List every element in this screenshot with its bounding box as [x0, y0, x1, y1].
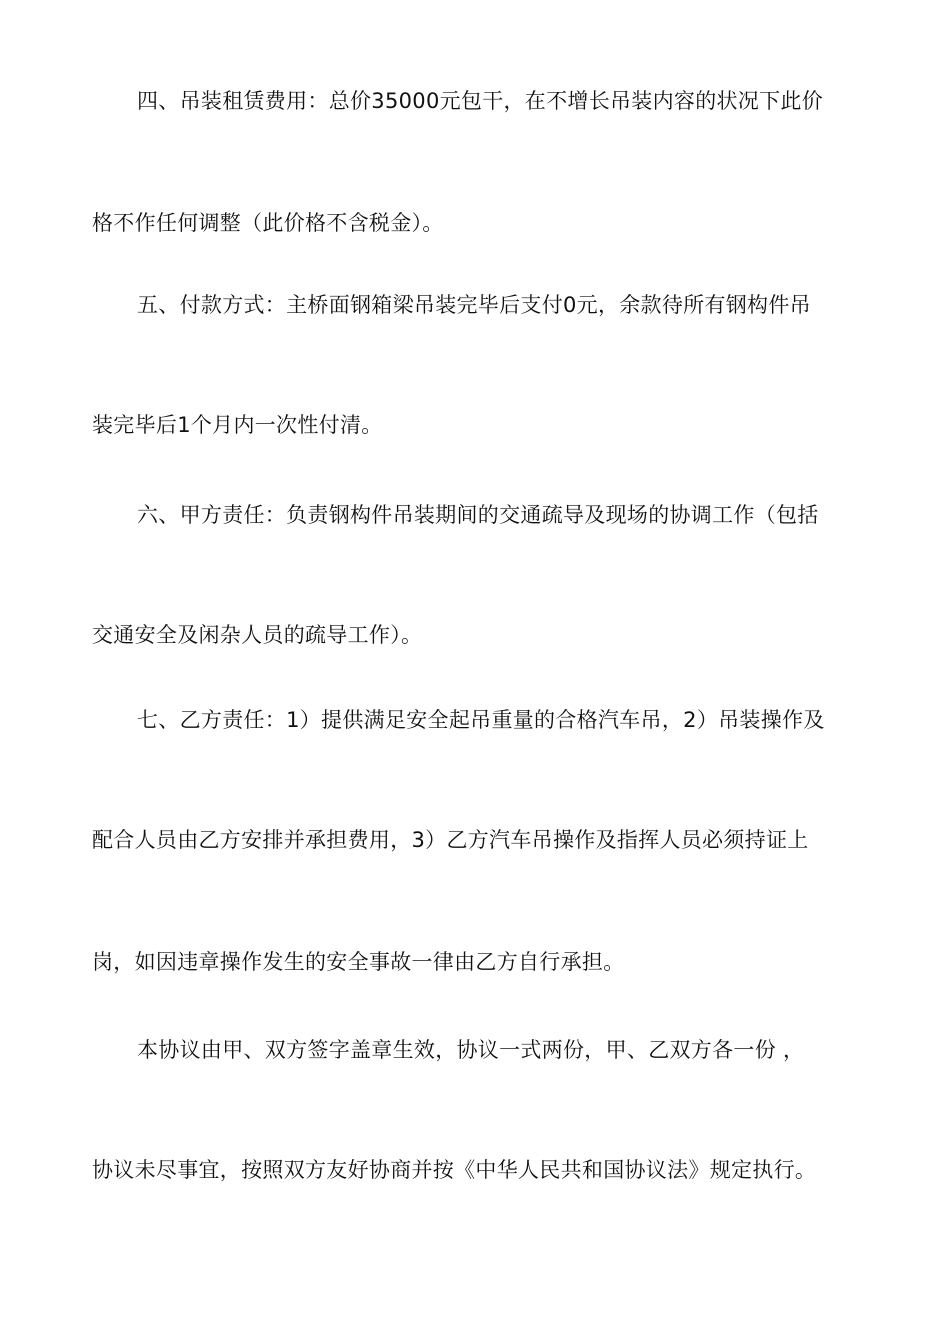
- clause-6-line-1: 六、甲方责任：负责钢构件吊装期间的交通疏导及现场的协调工作（包括: [137, 503, 819, 527]
- clause-7-line-3: 岗，如因违章操作发生的安全事故一律由乙方自行承担。: [92, 950, 625, 974]
- clause-7-line-2: 配合人员由乙方安排并承担费用，3）乙方汽车吊操作及指挥人员必须持证上: [92, 828, 809, 852]
- closing-line-1: 本协议由甲、双方签字盖章生效，协议一式两份，甲、乙双方各一份 ，: [137, 1038, 805, 1062]
- clause-5-line-2: 装完毕后1个月内一次性付清。: [92, 413, 383, 437]
- clause-6-line-2: 交通安全及闲杂人员的疏导工作）。: [92, 623, 423, 647]
- clause-5-line-1: 五、付款方式：主桥面钢箱梁吊装完毕后支付0元，余款待所有钢构件吊: [137, 293, 811, 317]
- clause-7-line-1: 七、乙方责任：1）提供满足安全起吊重量的合格汽车吊，2）吊装操作及: [137, 708, 825, 732]
- clause-4-line-2: 格不作任何调整（此价格不含税金）。: [92, 211, 444, 235]
- closing-line-2: 协议未尽事宜，按照双方友好协商并按《中华人民共和国协议法》规定执行。: [92, 1158, 817, 1182]
- clause-4-line-1: 四、吊装租赁费用：总价35000元包干，在不增长吊装内容的状况下此价: [137, 89, 824, 113]
